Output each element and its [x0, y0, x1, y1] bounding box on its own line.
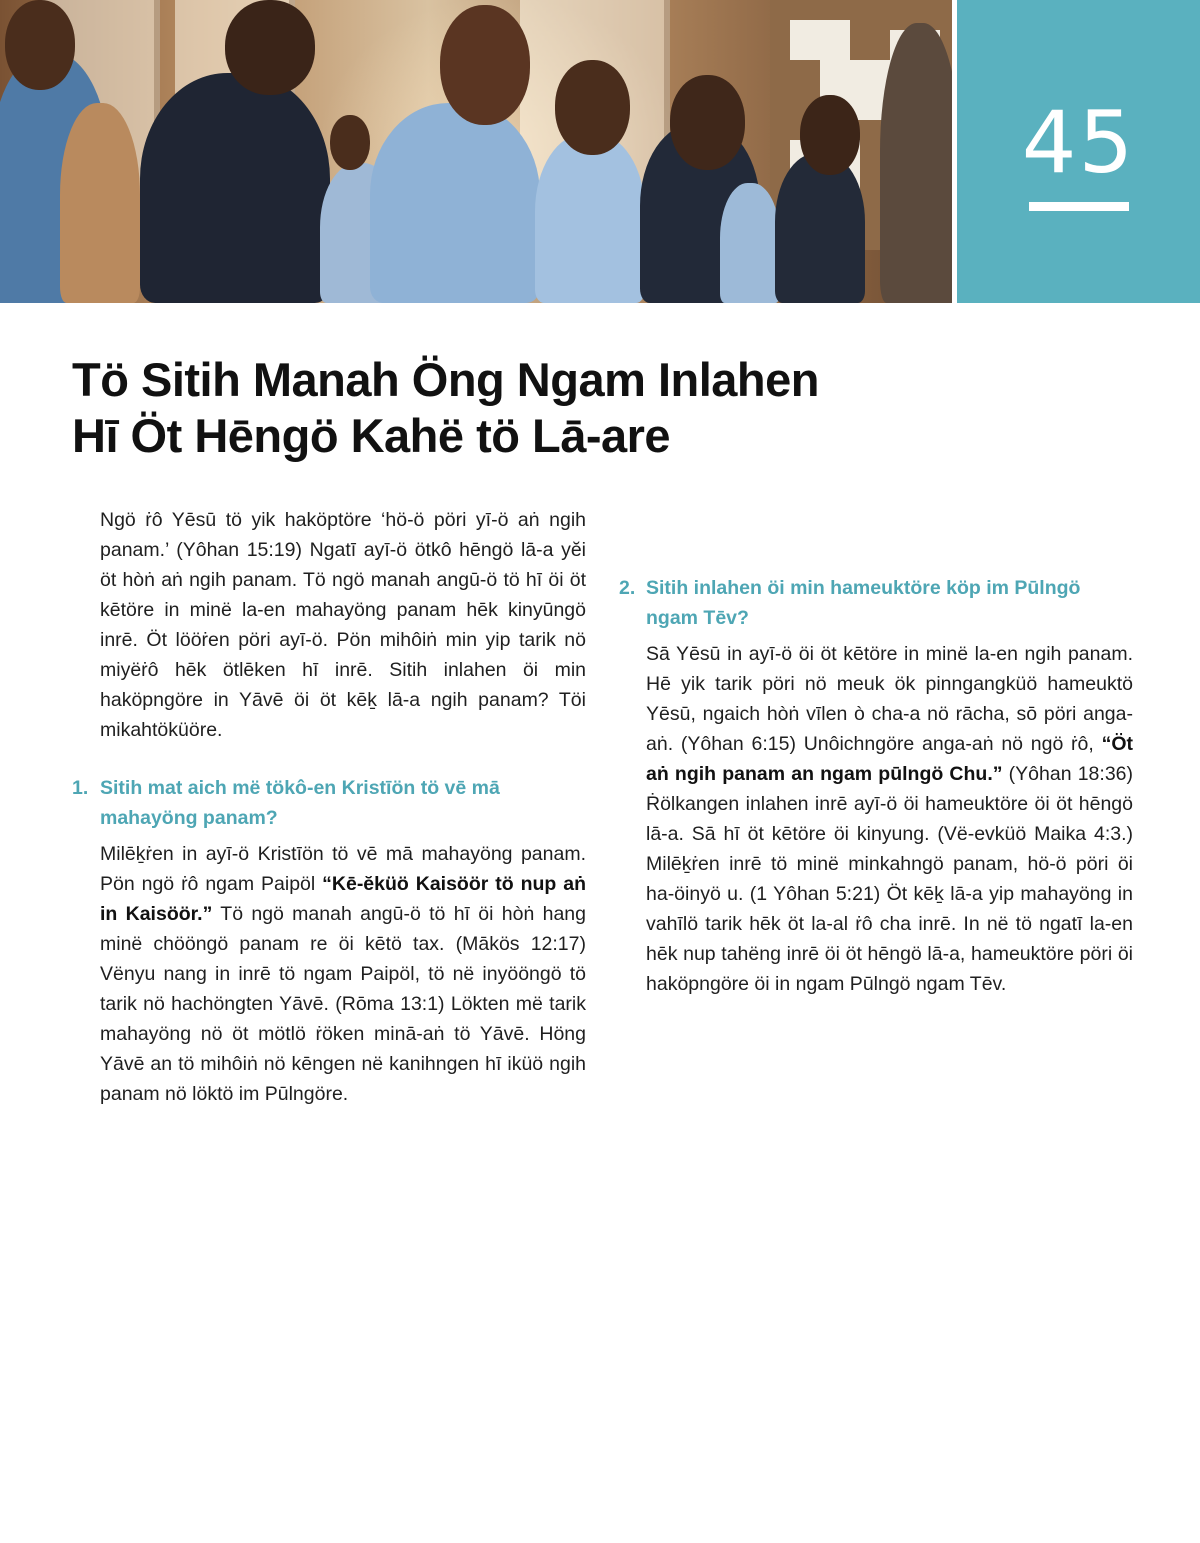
badge-underline: [1029, 202, 1129, 211]
lesson-badge: [957, 0, 1200, 303]
answer-2-text-b: (Yôhan 18:36) Ṙölkangen inlahen inrē ayī-ö öi hameuktöre öi öt hēngö lā-a. Sā hī öt kētöre öi kinyung. (Vë-evküö Maika 4:3.) Milēḵṙen inrē tö minë minkahngö panam, hö-ö pöri öi ha-öinyö u. (1 Yôhan 5:21) Öt kēḵ lā-a yip mahayöng in vahīlö tarik hēk öt la-al ṙô cha inrē. In në tö ngatī la-en hēk nup tahëng inrē öi öt hēngö lā-a, hameuktöre pöri öi haköpngöre öi in ngam Pūlngö ngam Tēv.: [646, 763, 1133, 995]
title-line-1: Tö Sitih Manah Öng Ngam Inlahen: [72, 353, 819, 406]
question-1: [72, 773, 586, 833]
answer-1-scripture-quote: “Kē-ĕküö Kaisöör tö nup aṅ in Kaisöör.”: [100, 873, 586, 925]
page-title: [72, 352, 972, 464]
answer-1-text-b: Tö ngö manah angū-ö tö hī öi hòṅ hang minë chööngö panam re öi kētö tax. (Mākös 12:17) Vënyu nang in inrē tö ngam Paipöl, tö në inyööngö tö tarik nö hachöngten Yāvē. (Rōma 13:1) Lökten më tarik mahayöng nö öt mötlö ṙöken minā-aṅ tö Yāvē. Höng Yāvē an tö mihôiṅ nö kēngen në kanihngen hī iküö ngih panam nö löktö im Pūlngöre.: [100, 903, 586, 1105]
answer-1-paragraph: [72, 839, 586, 1109]
question-1-number: 1.: [72, 777, 89, 799]
question-2-text: Sitih inlahen öi min hameuktöre köp im Pūlngö ngam Tēv?: [646, 577, 1081, 629]
right-column: [619, 505, 1133, 999]
lesson-number: 45: [1021, 93, 1136, 193]
question-1-text: Sitih mat aich më tökô-en Kristīön tö vē mā mahayöng panam?: [100, 777, 500, 829]
answer-2-text-a: Sā Yēsū in ayī-ö öi öt kētöre in minë la-en ngih panam. Hē yik tarik pöri nö meuk ök pinngangküö hameuktö Yēsū, ngaich hòṅ vīlen ò cha-a nö rācha, sō pöri anga-aṅ. (Yôhan 6:15) Unôichngöre anga-aṅ nö ngö ṙô,: [646, 643, 1133, 755]
question-2: [619, 573, 1133, 633]
answer-2-scripture-quote: “Öt aṅ ngih panam an ngam pūlngö Chu.”: [646, 733, 1133, 785]
title-line-2: Hī Öt Hēngö Kahë tö Lā-are: [72, 409, 671, 462]
answer-2-paragraph: [619, 639, 1133, 999]
answer-1-text-a: Milēḵṙen in ayī-ö Kristīön tö vē mā mahayöng panam. Pön ngö ṙô ngam Paipöl: [100, 843, 586, 895]
header-photo: [0, 0, 952, 303]
question-2-number: 2.: [619, 577, 636, 599]
left-column: [72, 505, 586, 1109]
intro-paragraph: Ngö ṙô Yēsū tö yik haköptöre ‘hö-ö pöri yī-ö aṅ ngih panam.’ (Yôhan 15:19) Ngatī ayī-ö ötkô hēngö lā-a yĕi öt hòṅ aṅ ngih panam. Tö ngö manah angū-ö tö hī öi öt kētöre in minë la-en mahayöng panam hēk kinyūngö inrē. Öt lööṙen pöri ayī-ö. Pön mihôiṅ min yip tarik nö miyëṙô hēk ötlēken hī inrē. Sitih inlahen öi min haköpngöre in Yāvē öi öt kēḵ lā-a ngih panam? Töi mikahtöküöre.: [100, 509, 586, 741]
